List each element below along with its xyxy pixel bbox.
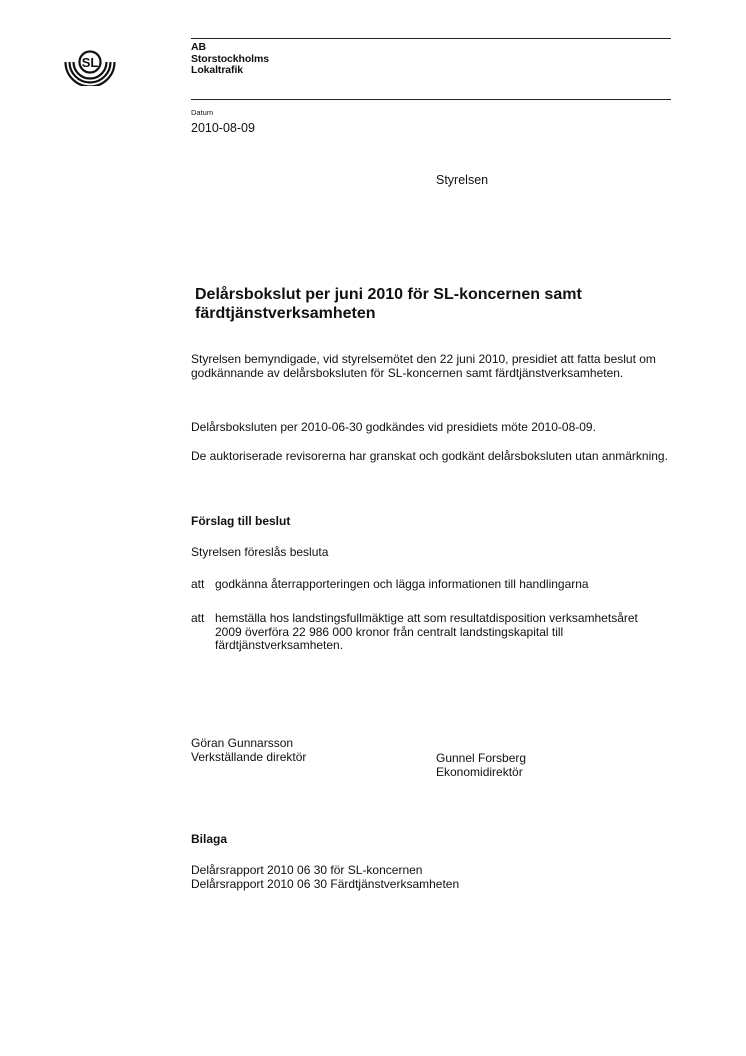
company-line: Lokaltrafik: [191, 64, 243, 76]
signature-cfo: [436, 752, 526, 779]
signature-role: Ekonomidirektör: [436, 764, 523, 779]
decision-text: godkänna återrapporteringen och lägga informationen till handlingarna: [215, 577, 589, 591]
sl-logo-text: SL: [81, 55, 99, 70]
date-label: Datum: [191, 108, 214, 117]
company-line: Storstockholms: [191, 52, 269, 65]
proposal-intro: Styrelsen föreslås besluta: [191, 545, 329, 559]
decision-text: hemställa hos landstingsfullmäktige att som resultatdisposition verksamhetsåret 2009 överföra 22 986 000 kronor från centralt landstingskapital till färdtjänstverksamheten.: [215, 611, 638, 652]
company-name: [191, 42, 269, 77]
paragraph: Styrelsen bemyndigade, vid styrelsemötet den 22 juni 2010, presidiet att fatta beslut om godkännande av delårsboksluten för SL-koncernen samt färdtjänstverksamheten.: [191, 352, 656, 380]
attachments-list: [191, 864, 459, 891]
decision-item: [191, 578, 671, 592]
signature-name: Gunnel Forsberg: [436, 751, 527, 765]
signature-name: Göran Gunnarsson: [191, 736, 294, 750]
title-line: färdtjänstverksamheten: [195, 305, 376, 322]
title-line: Delårsbokslut per juni 2010 för SL-koncernen samt: [195, 286, 582, 303]
company-line: AB: [191, 41, 206, 53]
document-title: [195, 285, 675, 323]
sl-logo: [62, 38, 118, 86]
header-rule-top: [191, 38, 671, 39]
decision-key: att: [191, 611, 205, 625]
decision-item: [191, 612, 641, 653]
recipient: Styrelsen: [436, 173, 489, 187]
header-rule-bottom: [191, 99, 671, 100]
proposal-heading: Förslag till beslut: [191, 514, 291, 528]
attachment-item: Delårsrapport 2010 06 30 för SL-koncernen: [191, 863, 423, 877]
attachment-item: Delårsrapport 2010 06 30 Färdtjänstverksamheten: [191, 876, 460, 891]
signature-ceo: [191, 737, 306, 764]
signature-role: Verkställande direktör: [191, 749, 307, 764]
attachments-heading: Bilaga: [191, 832, 228, 846]
sl-logo-icon: [62, 38, 118, 86]
decision-key: att: [191, 577, 205, 591]
paragraph: De auktoriserade revisorerna har granskat och godkänt delårsboksluten utan anmärkning.: [191, 449, 668, 463]
date-value: 2010-08-09: [191, 121, 255, 135]
paragraph: Delårsboksluten per 2010-06-30 godkändes vid presidiets möte 2010-08-09.: [191, 420, 596, 434]
